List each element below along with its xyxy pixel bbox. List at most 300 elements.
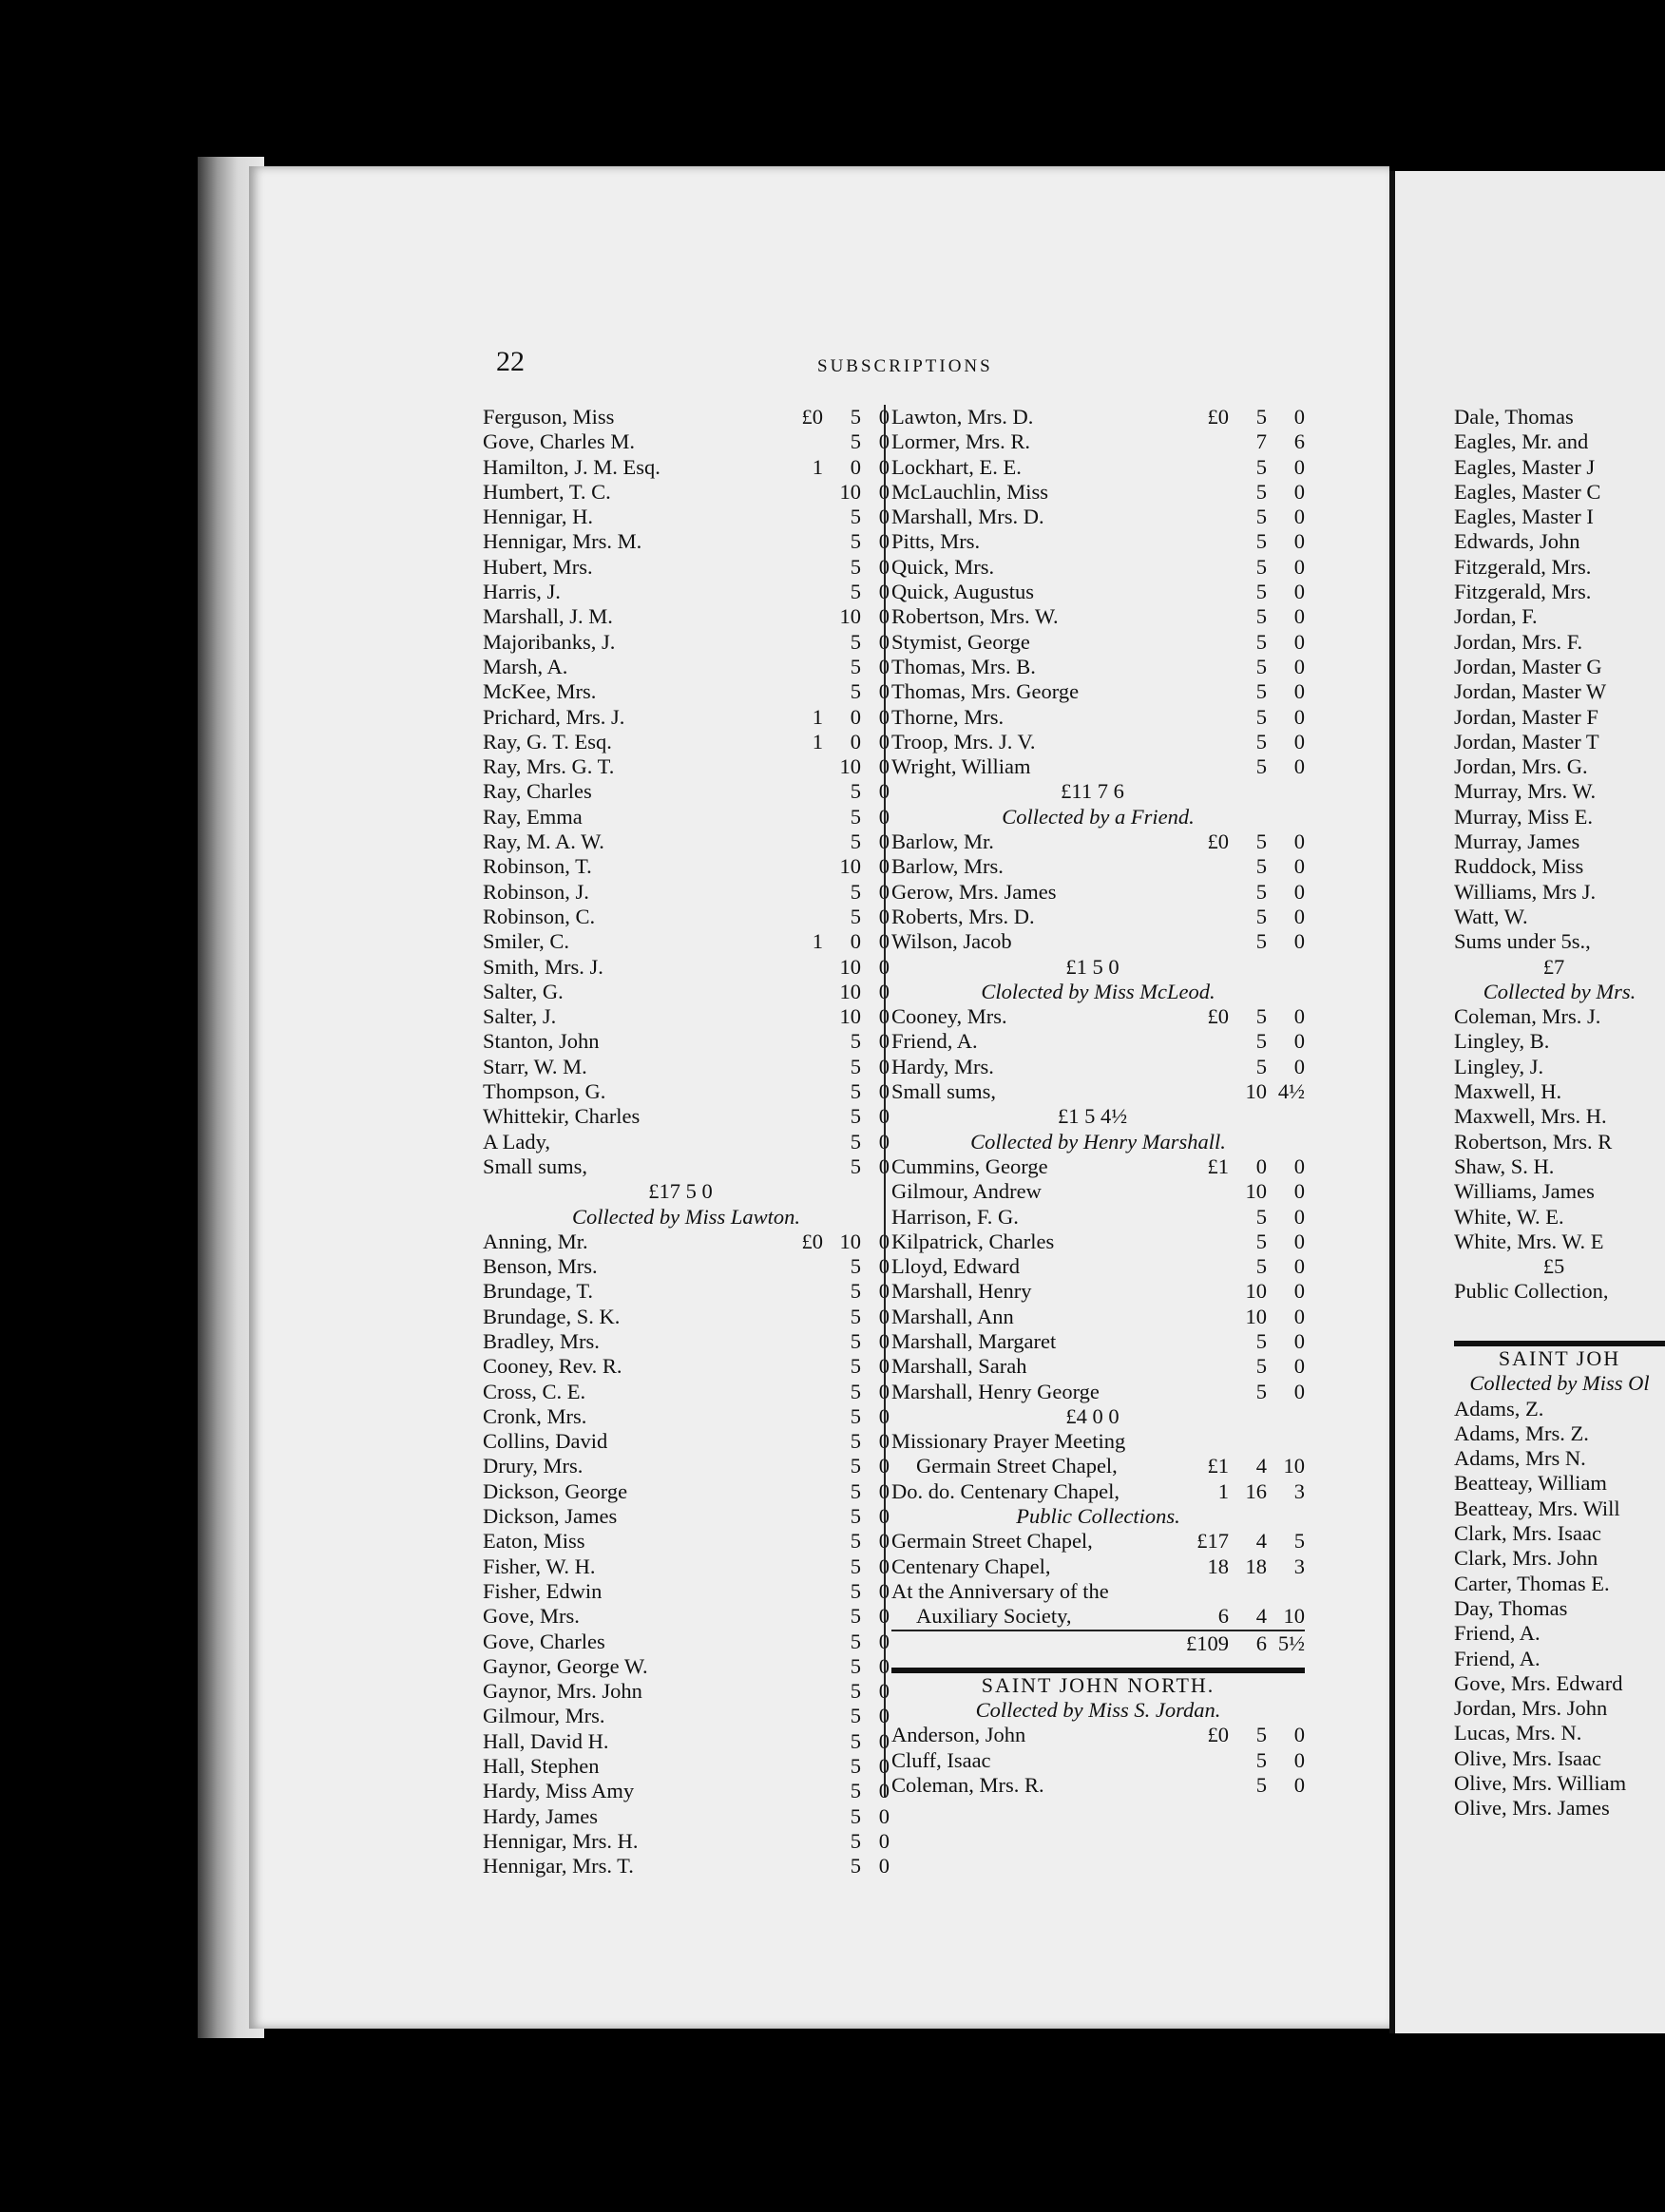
amount-pounds [777, 1104, 823, 1129]
amount-pence: 0 [878, 1354, 890, 1379]
subscriber-name: Gove, Mrs. Edward [1454, 1670, 1623, 1695]
subscriber-name: Fisher, W. H. [483, 1554, 596, 1578]
subscription-row [1454, 1421, 1665, 1446]
amount-pounds [1183, 929, 1229, 954]
amount-pounds [777, 1804, 823, 1829]
subscription-row [891, 1055, 1305, 1079]
subscription-row [891, 655, 1305, 679]
amount-pounds [777, 1404, 823, 1429]
subscriber-name: Fitzgerald, Mrs. [1454, 580, 1592, 604]
amount-pence: 0 [878, 1254, 890, 1279]
amount-pence: 0 [878, 1054, 890, 1078]
subscription-row [891, 505, 1305, 529]
subscription-row [483, 955, 890, 980]
subscriber-name: Gilmour, Mrs. [483, 1704, 605, 1728]
amount-pence: 0 [878, 604, 890, 629]
amount-pence: 0 [878, 580, 890, 604]
amount-pounds [1183, 1354, 1229, 1379]
amount-pounds [777, 1704, 823, 1728]
subscription-row [483, 730, 890, 754]
amount-shillings: 5 [850, 505, 861, 529]
amount-shillings: 5 [1255, 1204, 1267, 1229]
subscriber-name: Day, Thomas [1454, 1595, 1568, 1620]
subscription-row [891, 1305, 1305, 1329]
amount-pence: 0 [878, 1578, 890, 1603]
subscriber-name: Murray, Mrs. W. [1454, 779, 1597, 804]
subscriber-name: Ferguson, Miss [483, 405, 615, 429]
subscription-row [483, 854, 890, 879]
amount-shillings: 5 [850, 679, 861, 704]
amount-shillings: 5 [1255, 830, 1267, 854]
subscription-row [891, 1004, 1305, 1029]
subscription-row [483, 1079, 890, 1104]
amount-shillings: 5 [850, 1403, 861, 1428]
subscriber-name: Lormer, Mrs. R. [891, 429, 1030, 454]
amount-pence: 0 [1293, 1054, 1305, 1078]
subscriber-name: Coleman, Mrs. J. [1454, 1004, 1601, 1029]
subscriber-name: £1 5 0 [1065, 954, 1120, 979]
subscription-row [483, 754, 890, 779]
subscription-row [1454, 1205, 1665, 1230]
amount-pence: 0 [1293, 704, 1305, 729]
amount-shillings: 5 [850, 629, 861, 654]
collector-heading [891, 1698, 1305, 1723]
amount-pence: 0 [1293, 654, 1305, 678]
amount-pence [1267, 1579, 1305, 1604]
subscription-row [891, 429, 1305, 454]
amount-pounds [1183, 1380, 1229, 1404]
subscriber-name: Jordan, Master W [1454, 679, 1607, 704]
subscriber-name: Gerow, Mrs. James [891, 879, 1057, 904]
subscription-row [483, 1579, 890, 1604]
amount-shillings: 5 [850, 1704, 861, 1728]
amount-pounds [1183, 1305, 1229, 1329]
subscription-row [1454, 730, 1665, 754]
subscriber-name: Collins, David [483, 1429, 608, 1454]
amount-pence: 0 [1293, 754, 1305, 779]
amount-pence: 0 [878, 704, 890, 729]
amount-pence: 0 [1293, 505, 1305, 529]
amount-pounds [1183, 1773, 1229, 1798]
subscription-row [483, 1654, 890, 1679]
subscriber-name: Auxiliary Society, [916, 1604, 1072, 1629]
amount-shillings: 5 [850, 529, 861, 554]
amount-pounds: 1 [812, 929, 823, 954]
amount-pence: 0 [878, 904, 890, 928]
subscriber-name: Jordan, F. [1454, 604, 1538, 629]
amount-shillings: 0 [1255, 1154, 1267, 1178]
subscription-row [1454, 480, 1665, 505]
amount-pounds [777, 679, 823, 704]
amount-pounds [777, 1305, 823, 1329]
amount-pounds [777, 1579, 823, 1604]
subscription-row [1454, 1746, 1665, 1771]
subscription-row [483, 480, 890, 505]
amount-shillings: 5 [1255, 554, 1267, 579]
subscription-row [1454, 1546, 1665, 1571]
section-heading [1454, 1341, 1665, 1371]
subscriber-name: Dale, Thomas [1454, 405, 1574, 429]
subscription-row [1454, 455, 1665, 480]
subtotal-row [891, 1404, 1305, 1429]
subscription-row [1454, 1004, 1665, 1029]
subscriber-name: Thomas, Mrs. B. [891, 654, 1036, 678]
amount-pence: 0 [1293, 929, 1305, 954]
subscriber-name: Marshall, Margaret [891, 1328, 1057, 1353]
subscription-row [483, 555, 890, 580]
subscription-row [483, 880, 890, 905]
subscription-row [891, 1479, 1305, 1504]
subscription-row [1454, 1055, 1665, 1079]
collector-heading [891, 1130, 1305, 1154]
subscriber-name: Bradley, Mrs. [483, 1328, 600, 1353]
amount-shillings: 5 [1255, 879, 1267, 904]
amount-pounds [777, 1630, 823, 1654]
amount-shillings: 10 [839, 979, 861, 1003]
subscription-row [1454, 830, 1665, 854]
amount-shillings: 5 [1255, 580, 1267, 604]
amount-shillings: 5 [1255, 1747, 1267, 1772]
amount-shillings: 5 [850, 1328, 861, 1353]
amount-pounds [777, 580, 823, 604]
amount-shillings: 5 [1255, 1354, 1267, 1379]
amount-pence: 0 [1293, 1229, 1305, 1253]
amount-pounds [777, 1729, 823, 1754]
subscriber-name: Lingley, B. [1454, 1029, 1550, 1054]
amount-pounds [777, 1429, 823, 1454]
subscriber-name: Hennigar, Mrs. H. [483, 1828, 639, 1853]
subscriber-name: Olive, Mrs. Isaac [1454, 1745, 1601, 1770]
subscriber-name: Hamilton, J. M. Esq. [483, 454, 660, 479]
subscriber-name: White, Mrs. W. E [1454, 1229, 1604, 1253]
amount-pence: 0 [1293, 1029, 1305, 1054]
amount-pence: 0 [878, 529, 890, 554]
amount-pence: 0 [1293, 1747, 1305, 1772]
subscriber-name: Beatteay, William [1454, 1471, 1607, 1496]
right-column [1454, 405, 1665, 1821]
amount-pence: 0 [878, 1478, 890, 1503]
subscriber-name: Public Collections. [1016, 1504, 1180, 1529]
subscriber-name: Roberts, Mrs. D. [891, 904, 1035, 928]
subscriber-name: Williams, Mrs J. [1454, 879, 1597, 904]
amount-pounds: £0 [801, 1229, 823, 1253]
amount-pounds [1183, 1329, 1229, 1354]
amount-pounds [777, 1029, 823, 1054]
amount-shillings: 5 [850, 1254, 861, 1279]
amount-shillings: 5 [850, 1429, 861, 1454]
amount-pounds [1183, 480, 1229, 505]
amount-pence: 0 [878, 1803, 890, 1828]
subscription-row [483, 779, 890, 804]
subscription-row [891, 754, 1305, 779]
amount-pounds [777, 1779, 823, 1803]
subscriber-name: Ray, G. T. Esq. [483, 729, 612, 753]
subtotal-row [1454, 955, 1665, 980]
amount-shillings: 10 [839, 1229, 861, 1253]
subscription-row [483, 805, 890, 830]
amount-pence: 0 [878, 1079, 890, 1104]
subscription-row [891, 1554, 1305, 1579]
amount-pounds: 1 [812, 704, 823, 729]
subscriber-name: Robinson, J. [483, 879, 589, 904]
subscription-row [891, 1773, 1305, 1798]
subscription-row [1454, 1521, 1665, 1546]
left-column [483, 405, 890, 1879]
amount-pence: 0 [1293, 1179, 1305, 1204]
amount-pence: 0 [878, 1604, 890, 1629]
amount-shillings: 10 [839, 479, 861, 504]
amount-pence: 0 [878, 729, 890, 753]
subscriber-name: Barlow, Mr. [891, 830, 994, 854]
subscription-row [891, 679, 1305, 704]
subscription-row [483, 1704, 890, 1728]
amount-pounds [777, 555, 823, 580]
subscriber-name: Salter, G. [483, 979, 564, 1003]
amount-pounds [777, 1254, 823, 1279]
middle-column [884, 405, 1305, 1798]
amount-pounds [777, 1829, 823, 1854]
amount-pence: 0 [878, 1229, 890, 1253]
subscriber-name: Majoribanks, J. [483, 629, 616, 654]
amount-pounds [1183, 1205, 1229, 1230]
amount-pence: 4½ [1277, 1079, 1305, 1104]
amount-pence: 0 [878, 879, 890, 904]
amount-pounds [777, 1130, 823, 1154]
subscriber-name: Gove, Mrs. [483, 1604, 580, 1629]
amount-pounds: £0 [1207, 830, 1229, 854]
subscription-row [483, 455, 890, 480]
amount-pence: 0 [1293, 1279, 1305, 1304]
subscriber-name: Small sums, [891, 1079, 997, 1104]
subscription-row [1454, 630, 1665, 655]
amount-shillings: 5 [850, 1279, 861, 1304]
subtotal-row [891, 955, 1305, 980]
subscriber-name: A Lady, [483, 1129, 551, 1154]
amount-pence: 0 [878, 1328, 890, 1353]
amount-pence: 0 [878, 1129, 890, 1154]
subscriber-name: Cooney, Mrs. [891, 1004, 1007, 1029]
subscriber-name: Clark, Mrs. Isaac [1454, 1521, 1601, 1546]
amount-shillings: 5 [1255, 1004, 1267, 1029]
subtotal-row [483, 1179, 890, 1204]
amount-shillings: 5 [850, 580, 861, 604]
subscription-row [1454, 880, 1665, 905]
subscription-row [483, 1630, 890, 1654]
amount-pence: 5½ [1277, 1630, 1305, 1655]
subscriber-name: Prichard, Mrs. J. [483, 704, 625, 729]
subscription-row [1454, 779, 1665, 804]
subscription-row [483, 1404, 890, 1429]
amount-shillings: 5 [850, 1728, 861, 1753]
subscription-row [483, 1279, 890, 1304]
subscriber-name: Friend, A. [891, 1029, 978, 1054]
subscriber-name: Collected by Miss Ol [1469, 1371, 1650, 1396]
amount-pence: 0 [1293, 904, 1305, 928]
amount-pounds [1183, 730, 1229, 754]
amount-shillings: 5 [1255, 405, 1267, 429]
subscription-row [891, 555, 1305, 580]
subscription-row [891, 730, 1305, 754]
subscription-row [891, 580, 1305, 604]
subscription-row [891, 1529, 1305, 1554]
amount-pence: 0 [878, 405, 890, 429]
subscriber-name [1454, 1305, 1665, 1329]
amount-shillings: 5 [1255, 1773, 1267, 1798]
amount-pounds [777, 854, 823, 879]
amount-shillings: 5 [850, 1653, 861, 1678]
amount-pounds [777, 1754, 823, 1779]
subscription-row [1454, 1104, 1665, 1129]
subscription-row [483, 1779, 890, 1803]
subscription-row [483, 1604, 890, 1629]
subscription-row [483, 1854, 890, 1878]
subscription-row [483, 1829, 890, 1854]
subscription-row [1454, 1130, 1665, 1154]
subscriber-name: Cross, C. E. [483, 1379, 586, 1403]
amount-pence: 0 [878, 979, 890, 1003]
subscription-row [483, 1329, 890, 1354]
amount-pence: 0 [1293, 679, 1305, 704]
section-heading [891, 1668, 1305, 1698]
amount-pounds: £17 [1196, 1529, 1229, 1554]
amount-pounds [777, 830, 823, 854]
subscriber-name: Stanton, John [483, 1029, 600, 1054]
amount-shillings: 10 [1245, 1279, 1267, 1304]
amount-pounds [1183, 1179, 1229, 1204]
amount-pounds [777, 980, 823, 1004]
amount-pence: 0 [878, 654, 890, 678]
amount-pence: 0 [878, 1754, 890, 1779]
subscriber-name [891, 1631, 1183, 1656]
amount-shillings: 10 [839, 604, 861, 629]
page-number: 22 [496, 346, 525, 377]
amount-pence: 3 [1293, 1554, 1305, 1578]
subscriber-name: Quick, Augustus [891, 580, 1035, 604]
amount-shillings: 5 [850, 1504, 861, 1529]
subscriber-name: Gilmour, Andrew [891, 1179, 1042, 1204]
amount-pounds: 6 [1217, 1604, 1229, 1629]
amount-pounds [1183, 429, 1229, 454]
subscription-row [891, 1380, 1305, 1404]
grand-total-row [891, 1630, 1305, 1656]
subscription-row [483, 529, 890, 554]
amount-pounds: £0 [1207, 1004, 1229, 1029]
subscription-row [1454, 929, 1665, 954]
amount-pence: 0 [1293, 1204, 1305, 1229]
subscription-row [1454, 1279, 1665, 1304]
amount-pence: 0 [878, 554, 890, 579]
subscriber-name: Collected by Miss S. Jordan. [975, 1698, 1221, 1723]
amount-pence: 0 [1293, 729, 1305, 753]
amount-pounds [1183, 455, 1229, 480]
amount-pence: 0 [1293, 1379, 1305, 1403]
amount-pence: 0 [878, 679, 890, 704]
amount-pounds [1183, 1230, 1229, 1254]
subscriber-name: Cluff, Isaac [891, 1747, 991, 1772]
subscriber-name: Maxwell, Mrs. H. [1454, 1104, 1607, 1129]
amount-shillings: 5 [1255, 454, 1267, 479]
subscription-row [483, 429, 890, 454]
subscriber-name: Watt, W. [1454, 904, 1528, 928]
subscription-row [483, 1305, 890, 1329]
subscription-row [1454, 1154, 1665, 1179]
subscriber-name: Starr, W. M. [483, 1054, 587, 1078]
collector-heading [1454, 980, 1665, 1004]
amount-shillings: 5 [850, 1379, 861, 1403]
amount-pounds [777, 655, 823, 679]
subscriber-name: Small sums, [483, 1154, 588, 1178]
amount-pounds [777, 1504, 823, 1529]
subscriber-name: Adams, Mrs. Z. [1454, 1421, 1589, 1445]
amount-shillings: 5 [1255, 679, 1267, 704]
subtotal-row [891, 1104, 1305, 1129]
amount-pounds: 1 [812, 454, 823, 479]
subscription-row [1454, 754, 1665, 779]
subscriber-name: Drury, Mrs. [483, 1454, 584, 1478]
subscription-row [483, 1354, 890, 1379]
amount-pounds: 18 [1207, 1554, 1229, 1578]
subscriber-name: Collected by a Friend. [1002, 804, 1195, 829]
amount-pounds: 1 [1217, 1478, 1229, 1503]
subscriber-name: Benson, Mrs. [483, 1254, 598, 1279]
amount-pence: 0 [878, 830, 890, 854]
subscription-row [891, 1579, 1305, 1604]
subscription-row [1454, 905, 1665, 929]
amount-pounds [777, 630, 823, 655]
subscription-row [1454, 1771, 1665, 1796]
amount-pounds [1183, 555, 1229, 580]
subscription-row [891, 1179, 1305, 1204]
amount-pence: 0 [1293, 830, 1305, 854]
subscriber-name: Gaynor, Mrs. John [483, 1679, 642, 1704]
subscription-row [483, 405, 890, 429]
subscriber-name: Hennigar, Mrs. M. [483, 529, 642, 554]
amount-shillings: 10 [839, 754, 861, 779]
amount-pounds: £0 [801, 405, 823, 429]
amount-pounds [1183, 529, 1229, 554]
amount-pence: 0 [878, 1828, 890, 1853]
amount-pounds [777, 1380, 823, 1404]
amount-shillings: 5 [850, 904, 861, 928]
subscription-row [891, 830, 1305, 854]
subscriber-name: Eagles, Master C [1454, 479, 1601, 504]
amount-pence: 0 [1293, 405, 1305, 429]
subscription-row [1454, 1397, 1665, 1421]
subscription-row [483, 1130, 890, 1154]
amount-pence: 0 [1293, 554, 1305, 579]
subscriber-name: Marshall, Henry [891, 1279, 1032, 1304]
amount-pence: 0 [878, 1704, 890, 1728]
amount-pence: 0 [1293, 1304, 1305, 1328]
subscription-row [1454, 1029, 1665, 1054]
subscription-row [1454, 1721, 1665, 1745]
spacer-row [1454, 1305, 1665, 1329]
subscription-row [483, 1504, 890, 1529]
subscription-row [1454, 505, 1665, 529]
subscription-row [483, 1554, 890, 1579]
subscriber-name: Wright, William [891, 754, 1031, 779]
amount-pounds [777, 805, 823, 830]
amount-pence: 10 [1283, 1454, 1305, 1478]
amount-pence: 0 [878, 1554, 890, 1578]
subscription-row [891, 1429, 1305, 1454]
subscriber-name: Harrison, F. G. [891, 1204, 1019, 1229]
amount-shillings: 10 [839, 854, 861, 879]
amount-shillings: 5 [1255, 505, 1267, 529]
subscription-row [1454, 1621, 1665, 1646]
subscription-row [891, 854, 1305, 879]
amount-shillings: 5 [850, 804, 861, 829]
